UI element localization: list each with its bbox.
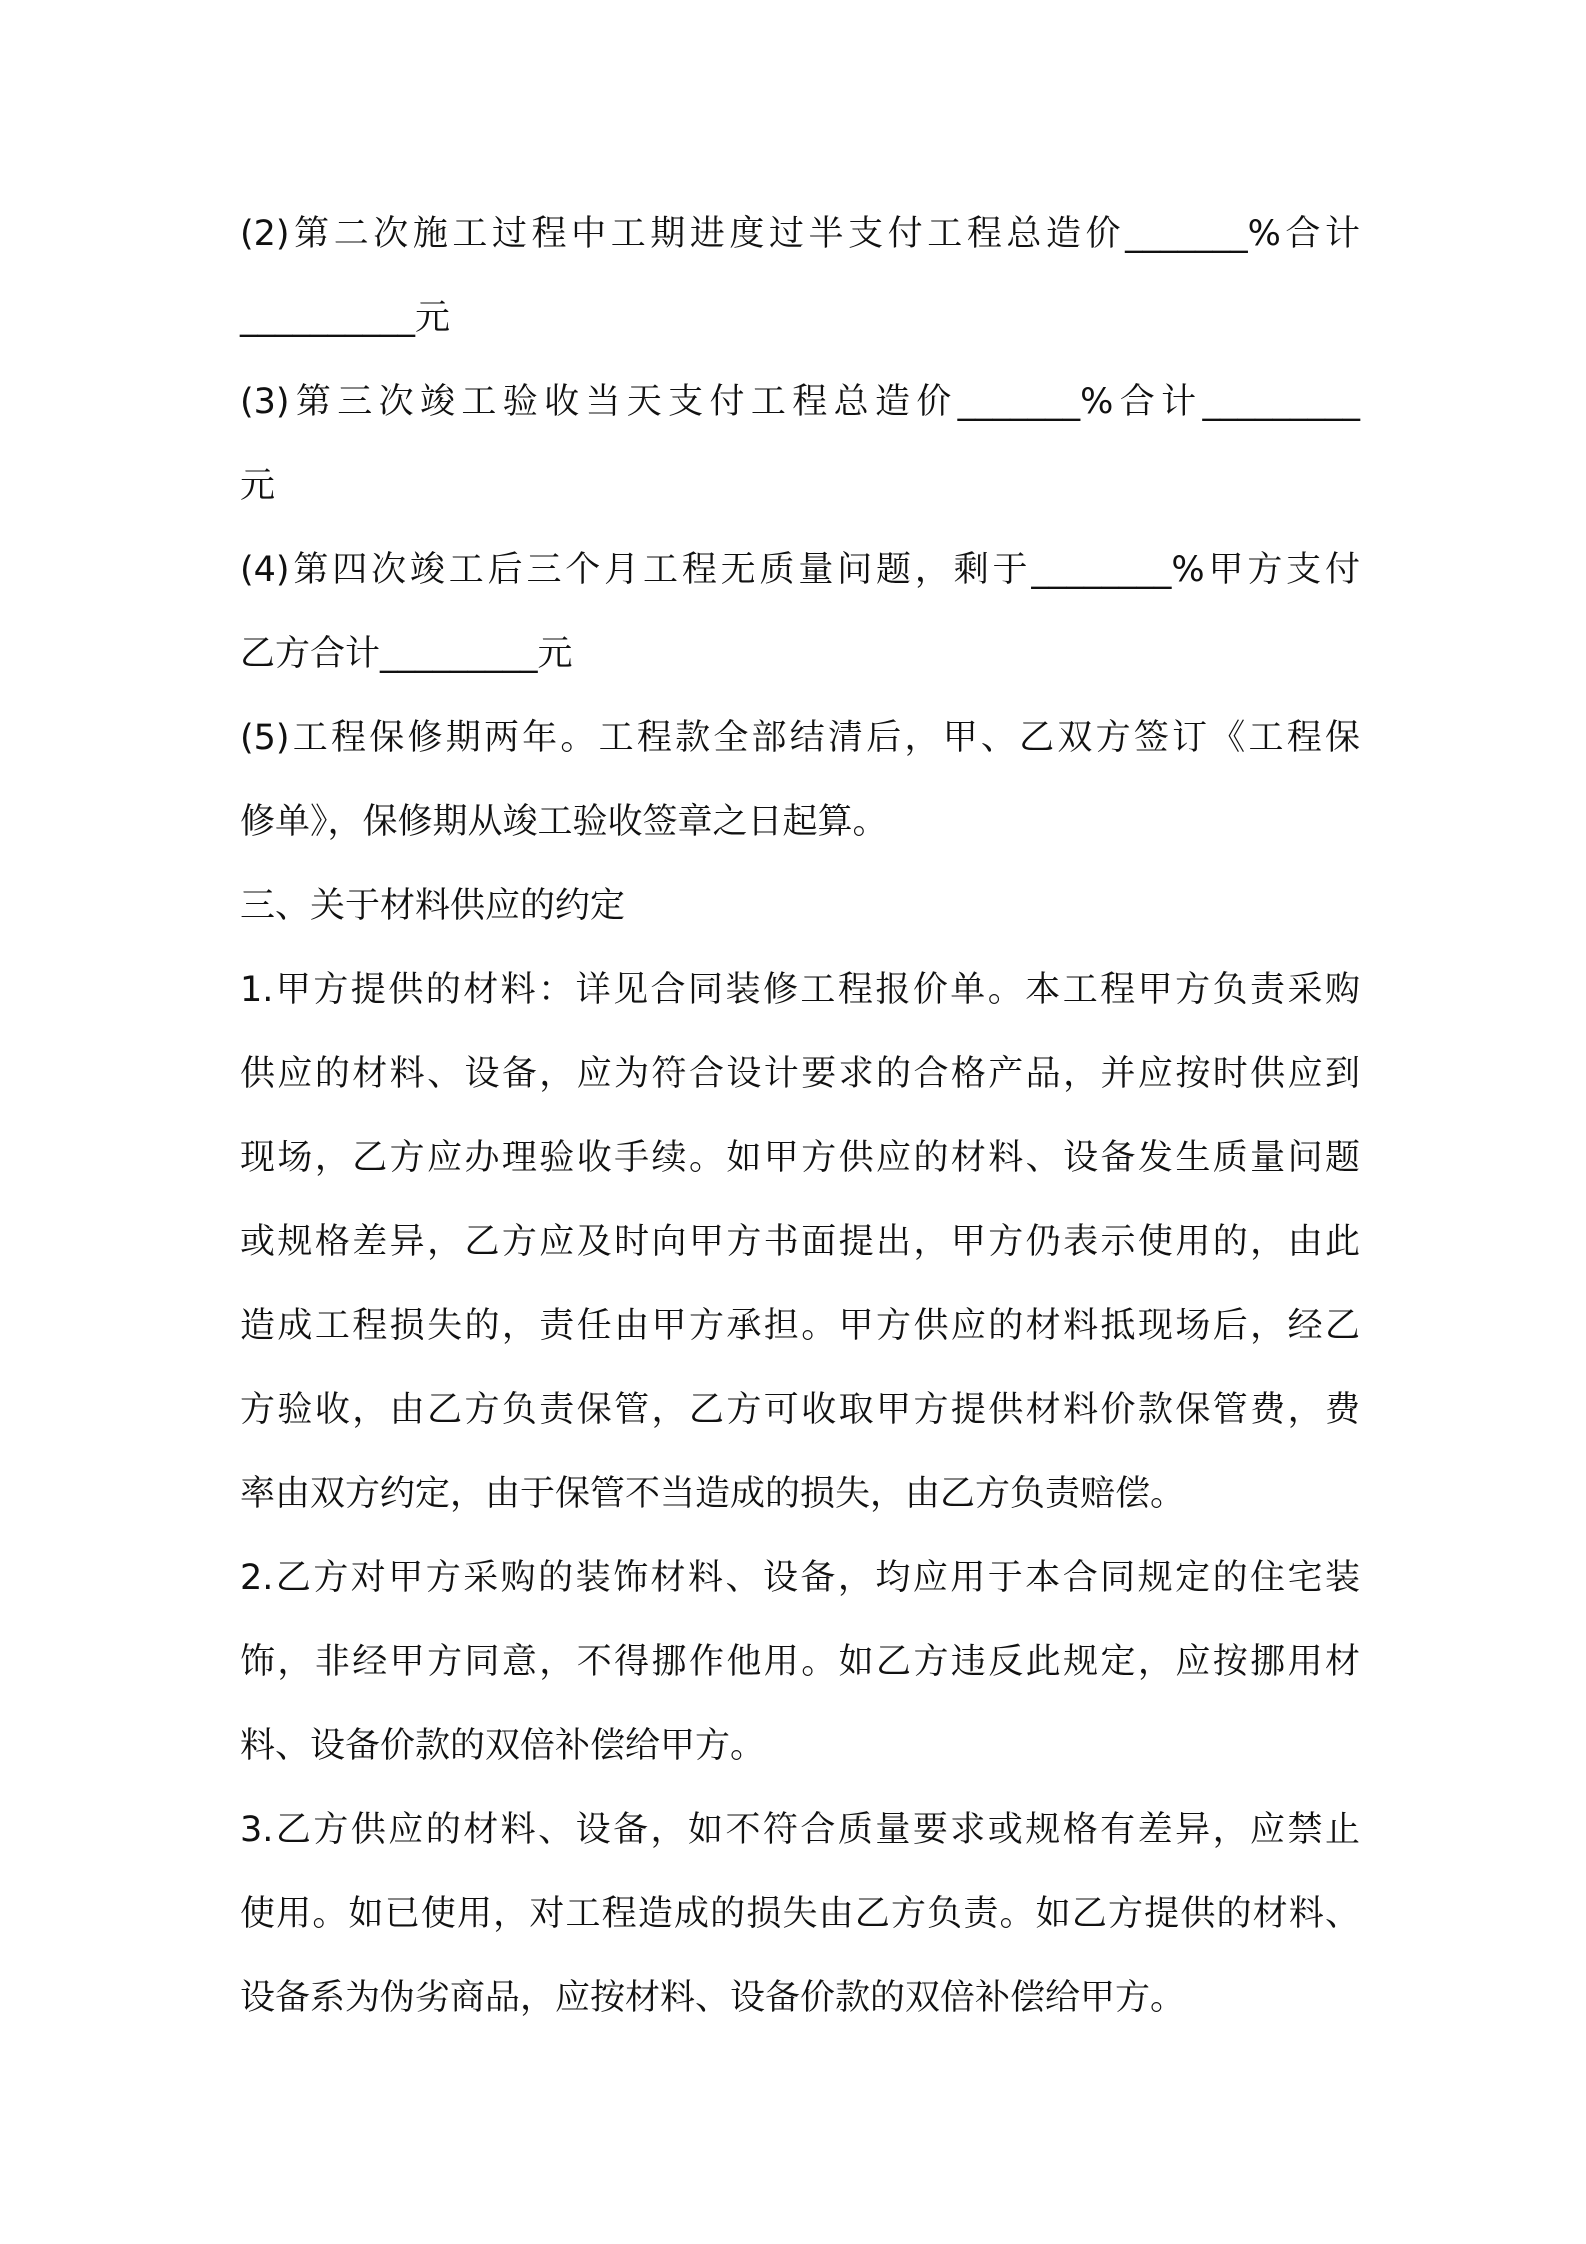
contract-body (240, 192, 1360, 2040)
text-line: 料、设备价款的双倍补偿给甲方。 (240, 1726, 766, 1766)
text-line: 饰，非经甲方同意，不得挪作他用。如乙方违反此规定，应按挪用材 (240, 1642, 1360, 1682)
text-line: 元 (240, 466, 276, 506)
text-line: 方验收，由乙方负责保管，乙方可收取甲方提供材料价款保管费，费 (240, 1390, 1360, 1430)
text-line: 2.乙方对甲方采购的装饰材料、设备，均应用于本合同规定的住宅装 (240, 1558, 1360, 1598)
text-line: 1.甲方提供的材料：详见合同装修工程报价单。本工程甲方负责采购 (240, 970, 1360, 1010)
text-line: 现场，乙方应办理验收手续。如甲方供应的材料、设备发生质量问题 (240, 1138, 1360, 1178)
text-line: (4)第四次竣工后三个月工程无质量问题，剩于________%甲方支付 (240, 550, 1360, 590)
text-line: 或规格差异，乙方应及时向甲方书面提出，甲方仍表示使用的，由此 (240, 1222, 1360, 1262)
text-line: 供应的材料、设备，应为符合设计要求的合格产品，并应按时供应到 (240, 1054, 1360, 1094)
text-line: 3.乙方供应的材料、设备，如不符合质量要求或规格有差异，应禁止 (240, 1810, 1360, 1850)
text-line: 乙方合计_________元 (240, 634, 573, 674)
text-line: (5)工程保修期两年。工程款全部结清后，甲、乙双方签订《工程保 (240, 718, 1360, 758)
text-line: (2)第二次施工过程中工期进度过半支付工程总造价_______%合计 (240, 214, 1360, 254)
text-line: (3)第三次竣工验收当天支付工程总造价_______%合计_________ (240, 382, 1360, 422)
text-line: __________元 (240, 298, 451, 338)
text-line: 造成工程损失的，责任由甲方承担。甲方供应的材料抵现场后，经乙 (240, 1306, 1360, 1346)
text-line: 率由双方约定，由于保管不当造成的损失，由乙方负责赔偿。 (240, 1474, 1186, 1514)
text-line: 修单》，保修期从竣工验收签章之日起算。 (240, 802, 888, 842)
section-heading: 三、关于材料供应的约定 (240, 886, 626, 926)
text-line: 设备系为伪劣商品，应按材料、设备价款的双倍补偿给甲方。 (240, 1978, 1186, 2018)
text-line: 使用。如已使用，对工程造成的损失由乙方负责。如乙方提供的材料、 (240, 1894, 1360, 1934)
